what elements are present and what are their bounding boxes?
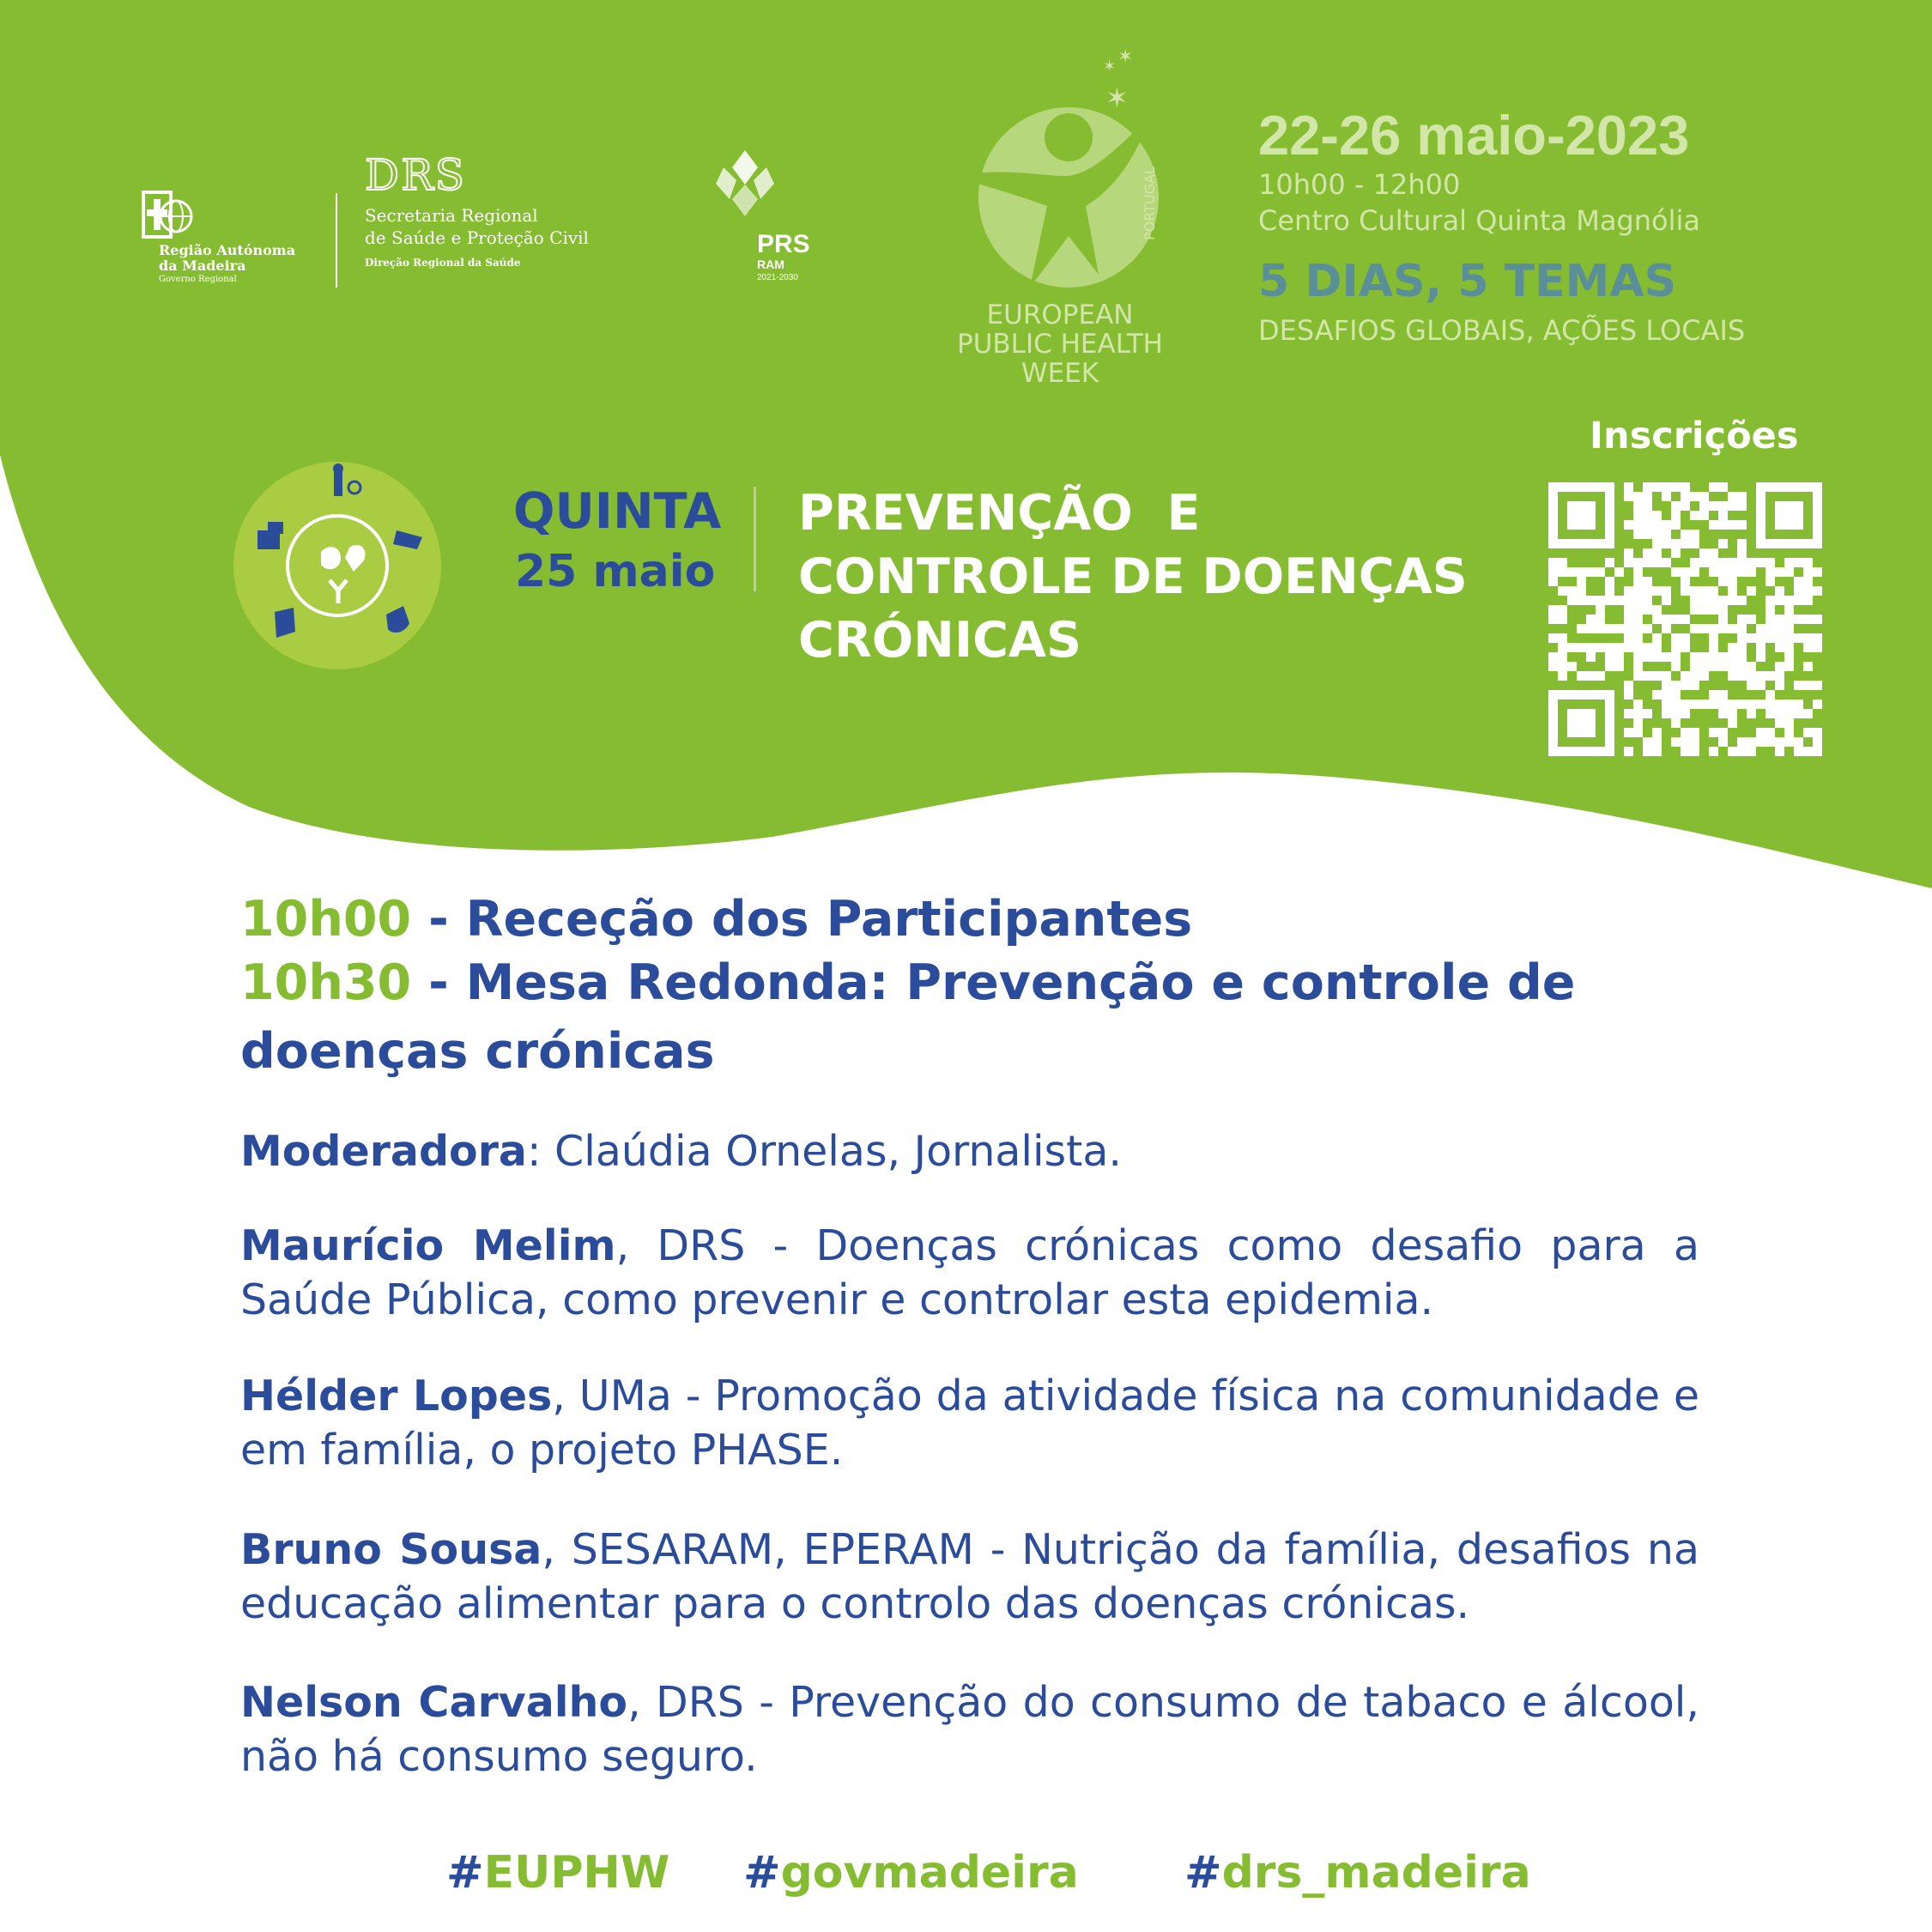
prs-mark: PRS: [757, 230, 810, 258]
speaker-2: [240, 1219, 1699, 1327]
event-dates: 22-26 maio-2023: [1258, 104, 1690, 167]
speaker-4: [240, 1523, 1699, 1631]
event-time: 10h00 - 12h00: [1258, 168, 1461, 201]
euphw-line2: PUBLIC HEALTH: [957, 329, 1163, 360]
schedule-time-2: 10h30: [240, 954, 412, 1011]
day-title-line3: CRÓNICAS: [798, 612, 1082, 669]
schedule-text-2-cont: doenças crónicas: [240, 1023, 715, 1080]
schedule-item-2: [240, 953, 1575, 1013]
schedule-text-1: - Receção dos Participantes: [428, 891, 1193, 948]
event-venue: Centro Cultural Quinta Magnólia: [1258, 204, 1700, 237]
speaker-name: Nelson Carvalho: [240, 1678, 628, 1727]
hashtag-euphw-text: EUPHW: [483, 1847, 670, 1899]
speaker-name: Hélder Lopes: [240, 1372, 553, 1420]
drs-logo: [365, 150, 639, 279]
day-title-line1: PREVENÇÃO E: [798, 485, 1201, 542]
speaker-moderator: [240, 1124, 1699, 1178]
hashtag-euphw[interactable]: #EUPHW: [446, 1847, 670, 1899]
speaker-name: Bruno Sousa: [240, 1525, 542, 1574]
day-date: 25 maio: [515, 546, 716, 597]
schedule-text-2: - Mesa Redonda: Prevenção e controle de: [428, 954, 1576, 1011]
drs-logo-line3: Direção Regional da Saúde: [365, 257, 521, 269]
drs-mark: DRS: [365, 150, 466, 200]
event-tagline: DESAFIOS GLOBAIS, AÇÕES LOCAIS: [1258, 314, 1746, 347]
euphw-line1: EUROPEAN: [986, 300, 1134, 330]
hashtag-drs-madeira[interactable]: #drs_madeira: [1184, 1847, 1531, 1899]
schedule-item-1: [240, 889, 1192, 949]
hashtag-drs-madeira-text: drs_madeira: [1221, 1847, 1531, 1899]
hashtag-govmadeira[interactable]: #govmadeira: [743, 1847, 1079, 1899]
speaker-description: , UMa - Promoção da atividade física na comunidade e em família, o projeto PHASE.: [240, 1372, 1699, 1475]
prs-sub: RAM: [757, 257, 784, 271]
speaker-name: Maurício Melim: [240, 1221, 616, 1270]
madeira-logo-line1: Região Autónoma: [159, 242, 296, 258]
logo-divider: [336, 193, 337, 288]
speaker-5: [240, 1675, 1699, 1784]
speaker-description: : Claúdia Ornelas, Jornalista.: [526, 1127, 1122, 1176]
svg-text:✶: ✶: [1103, 58, 1117, 76]
day-weekday: QUINTA: [513, 483, 722, 540]
day-title-line2: CONTROLE DE DOENÇAS: [798, 548, 1468, 605]
speaker-description: , DRS - Prevenção do consumo de tabaco e álcool, não há consumo seguro.: [240, 1678, 1699, 1781]
schedule-time-1: 10h00: [240, 891, 412, 948]
hashtag-govmadeira-text: govmadeira: [780, 1847, 1079, 1899]
event-themes: 5 DIAS, 5 TEMAS: [1258, 256, 1677, 307]
madeira-logo-line2: da Madeira: [159, 257, 246, 274]
drs-logo-line2: de Saúde e Proteção Civil: [365, 227, 589, 248]
registration-qr-code[interactable]: [1548, 482, 1825, 757]
drs-logo-line1: Secretaria Regional: [365, 205, 538, 226]
euphw-line3: WEEK: [1021, 358, 1099, 389]
svg-text:✶: ✶: [1117, 47, 1134, 68]
speaker-description: , DRS - Doenças crónicas como desafio para a Saúde Pública, como prevenir e controlar esta epidemia.: [240, 1221, 1699, 1324]
svg-text:✶: ✶: [1105, 82, 1129, 114]
chronic-disease-theme-icon: [233, 462, 441, 669]
prs-years: 2021-2030: [757, 273, 798, 282]
madeira-government-logo: [142, 191, 322, 294]
speaker-description: , SESARAM, EPERAM - Nutrição da família, desafios na educação alimentar para o controlo das doenças crónicas.: [240, 1525, 1699, 1628]
euphw-logo: [936, 47, 1184, 399]
madeira-logo-line3: Governo Regional: [159, 275, 237, 284]
euphw-side-text: PORTUGAL: [1142, 167, 1158, 240]
speaker-3: [240, 1369, 1699, 1477]
day-divider: [754, 487, 756, 591]
prs-flower-icon: [711, 146, 779, 223]
speaker-name: Moderadora: [240, 1127, 527, 1176]
registration-label: Inscrições: [1590, 415, 1799, 457]
madeira-cross-icon: [142, 191, 195, 244]
prs-ram-logo: [711, 146, 831, 292]
